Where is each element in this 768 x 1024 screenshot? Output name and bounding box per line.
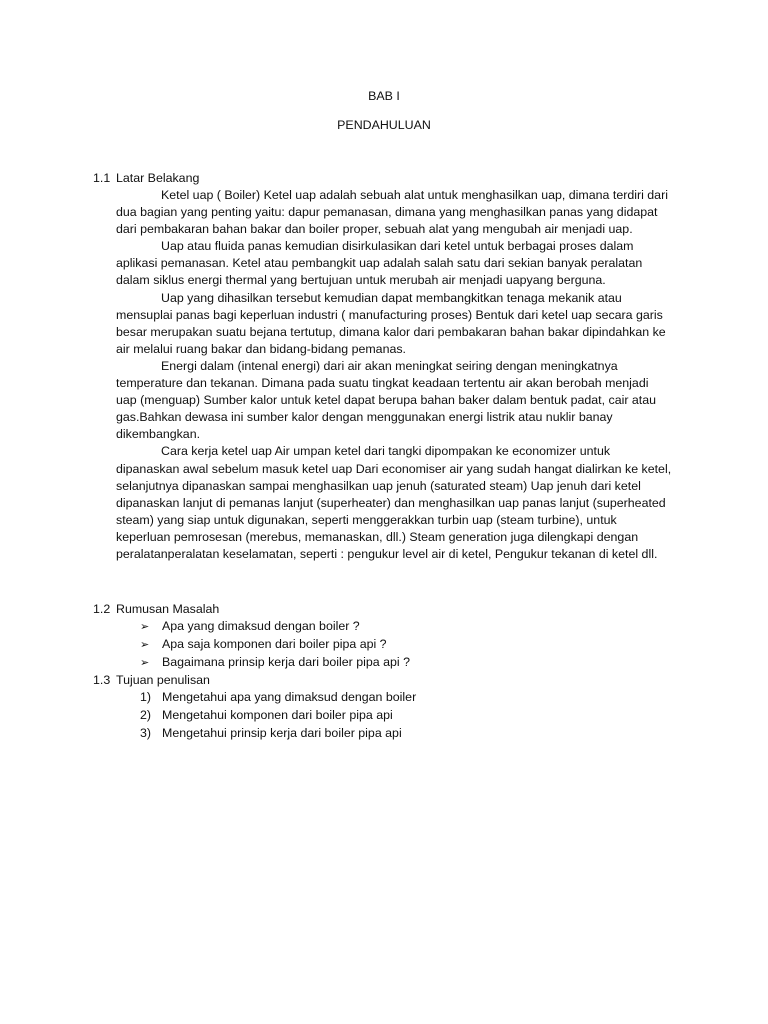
list-number: 2) [140,707,152,722]
section-heading-1-1 [93,170,199,188]
section-body-1-1 [116,187,672,563]
list-item [140,689,416,707]
list-number: 3) [140,725,152,740]
section-title: Rumusan Masalah [116,602,220,616]
list-item [140,654,410,672]
section-heading-1-3 [93,672,210,690]
list-item [140,707,416,725]
paragraph: Energi dalam (intenal energi) dari air akan meningkat seiring dengan meningkatnya temperature dan tekanan. Dimana pada suatu tingkat keadaan tertentu air akan berobah menjadi uap (menguap) Sumber kalor untuk ketel dapat berupa bahan baker dalam bentuk padat, cair atau gas.Bahkan dewasa ini sumber kalor dengan menggunakan energi listrik atau nuklir banay dikembangkan. [116,358,657,442]
list-item-text: Apa yang dimaksud dengan boiler ? [162,619,360,633]
chapter-title: PENDAHULUAN [337,118,431,132]
objectives-list [140,689,416,742]
arrow-bullet-icon: ➢ [140,620,150,633]
section-number: 1.3 [93,673,111,687]
paragraph: Uap yang dihasilkan tersebut kemudian dapat membangkitkan tenaga mekanik atau mensuplai panas bagi keperluan industri ( manufacturing proses) Bentuk dari ketel uap secara garis besar merupakan suatu bejana tertutup, dimana kalor dari pembakaran bahan bakar dipindahkan ke air melalui ruang bakar dan bidang-bidang pemanas. [116,290,666,356]
list-item-text: Mengetahui apa yang dimaksud dengan boiler [162,690,417,704]
list-item-text: Mengetahui prinsip kerja dari boiler pipa api [162,725,402,740]
list-item [140,636,410,654]
section-number: 1.1 [93,171,111,185]
paragraph: Ketel uap ( Boiler) Ketel uap adalah sebuah alat untuk menghasilkan uap, dimana terdiri dari dua bagian yang penting yaitu: dapur pemanasan, dimana yang menghasilkan panas yang didapat dari pembakaran bahan bakar dan boiler proper, sebuah alat yang mengubah air menjadi uap. [116,188,668,237]
list-item-text: Bagaimana prinsip kerja dari boiler pipa api ? [162,654,410,669]
section-title: Tujuan penulisan [116,673,210,687]
list-item [140,618,410,636]
list-item-text: Apa saja komponen dari boiler pipa api ? [162,636,387,651]
list-item-text: Mengetahui komponen dari boiler pipa api [162,707,393,722]
arrow-bullet-icon: ➢ [140,637,150,651]
chapter-label: BAB I [368,89,400,103]
list-number: 1) [140,690,152,704]
list-item [140,725,416,743]
section-title: Latar Belakang [116,171,200,185]
section-number: 1.2 [93,602,111,616]
problem-list [140,618,410,671]
arrow-bullet-icon: ➢ [140,655,150,669]
paragraph: Cara kerja ketel uap Air umpan ketel dari tangki dipompakan ke economizer untuk dipanaskan awal sebelum masuk ketel uap Dari economiser air yang sudah hangat dialirkan ke ketel, selanjutnya dipanaskan sampai menghasilkan uap jenuh (saturated steam) Uap jenuh dari ketel dipanaskan lanjut di pemanas lanjut (superheater) dan menghasilkan uap panas lanjut (superheated steam) yang siap untuk digunakan, seperti menggerakkan turbin uap (steam turbine), untuk keperluan pemrosesan (merebus, memanaskan, dll.) Steam generation juga dilengkapi dengan peralatanperalatan keselamatan, seperti : pengukur level air di ketel, Pengukur tekanan di ketel dll. [116,444,672,561]
section-heading-1-2 [93,601,219,619]
paragraph: Uap atau fluida panas kemudian disirkulasikan dari ketel untuk berbagai proses dalam aplikasi pemanasan. Ketel atau pembangkit uap adalah salah satu dari sekian banyak peralatan dalam siklus energi thermal yang bertujuan untuk merubah air menjadi uapyang berguna. [116,239,643,288]
